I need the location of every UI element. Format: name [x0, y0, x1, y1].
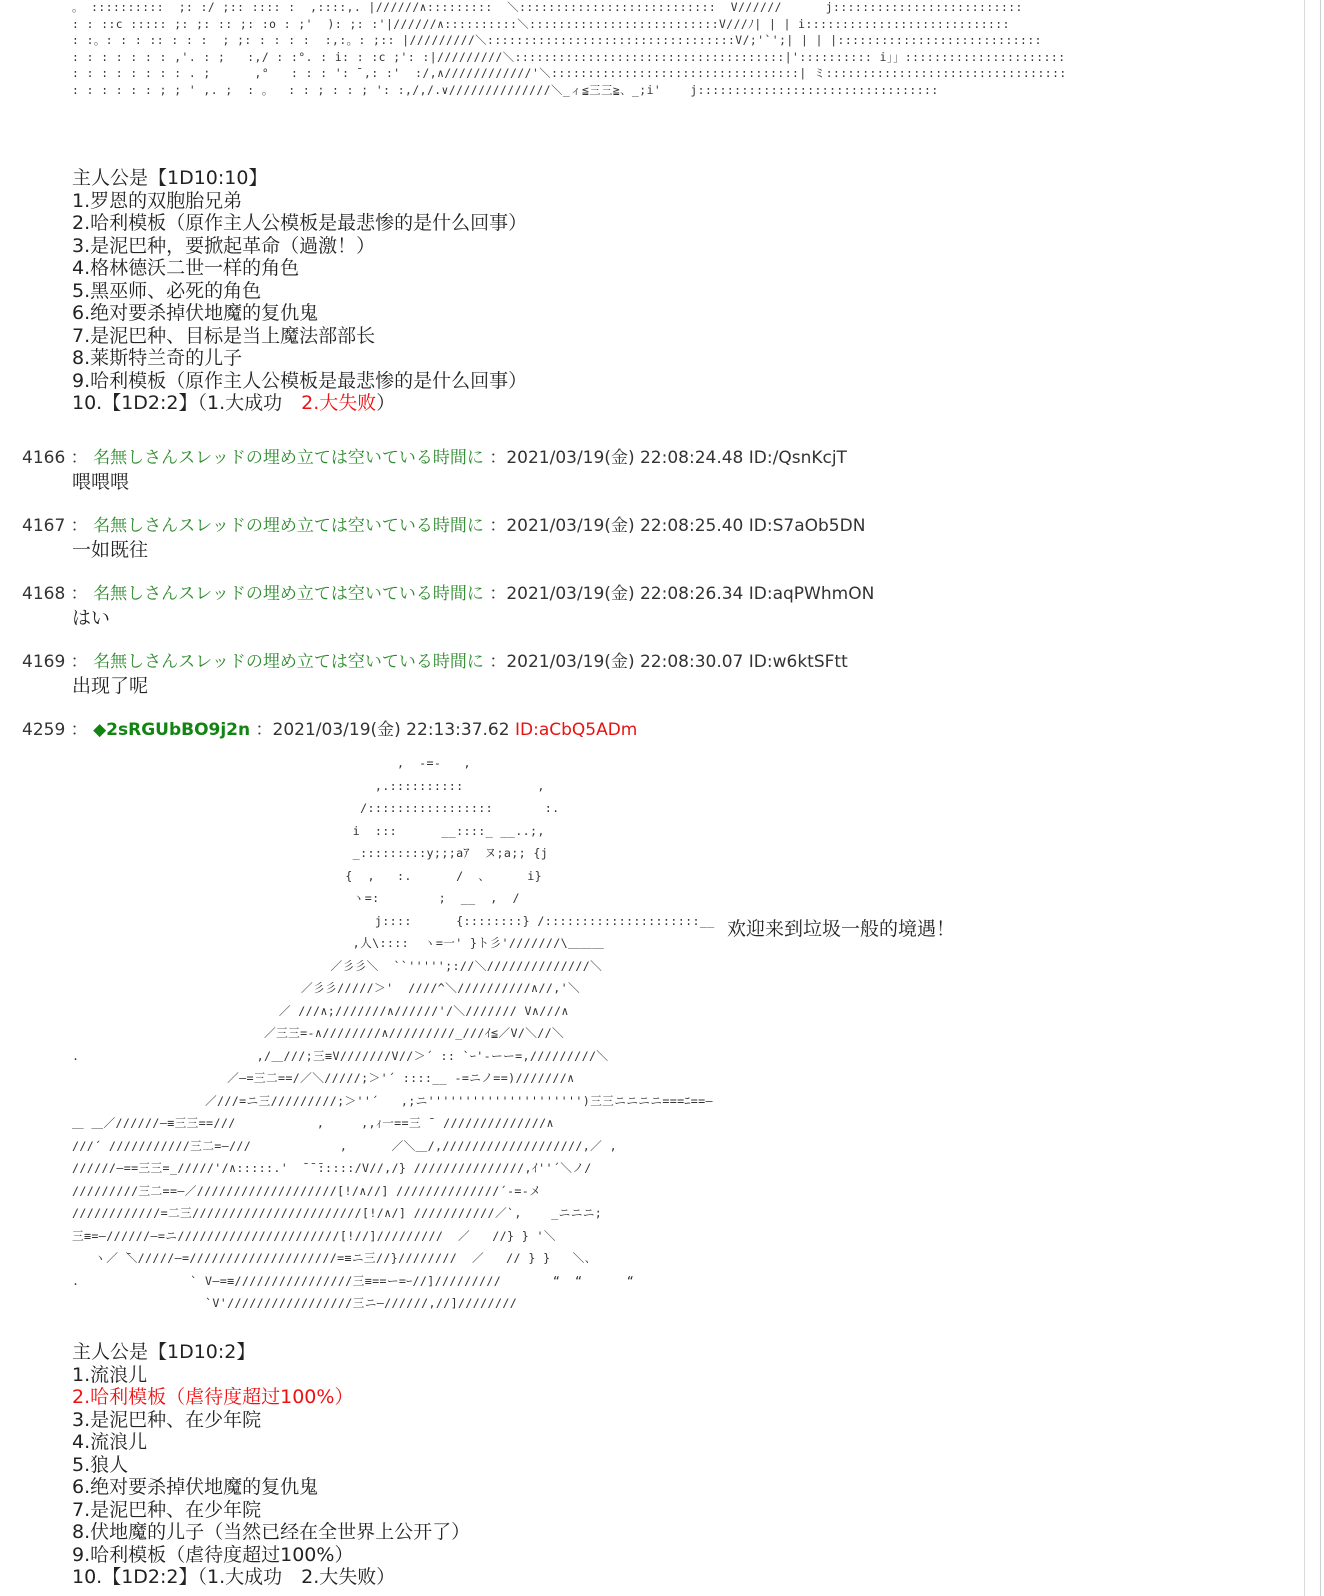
post-meta: ：2021/03/19(金) 22:08:25.40 ID:S7aOb5DN: [489, 516, 866, 536]
separator: ：: [70, 448, 88, 468]
list-item: 6.绝对要杀掉伏地魔的复仇鬼: [72, 302, 319, 324]
list-item: [72, 392, 527, 415]
post-meta: ：2021/03/19(金) 22:08:30.07 ID:w6ktSFtt: [489, 652, 848, 672]
post-number[interactable]: 4259: [22, 720, 66, 740]
list-item: 5.狼人: [72, 1453, 129, 1476]
post-meta: ：2021/03/19(金) 22:08:26.34 ID:aqPWhmON: [489, 584, 875, 604]
ascii-art-top: 。 :::::::::: ;: :/ ;:: :::: : ,::::,. |//////∧::::::::: ＼::::::::::::::::::::::::::: V////// j:::::::::::::::::::::::::: : : ::c ::::: ;: ;: :: ;: :o : ;' ): ;: :'|//////∧::::::::::＼::::::::::::::::::::::::::V///ﾉ| | | i:::::::::::::::::::::::::::: : :。: : : :: : : : ; ;: : : : : :,:。: ;:: |/////////＼::::::::::::::::::::::::::::::::::V/;'`';| | | |:::::::::::::::::::::::::::: : : : : : : : ,'. : ; :,/ : :°. : i: : :c ;': :|/////////＼:::::::::::::::::::::::::::::::::::::|':::::::::: i」」:::::::::::::::::::::: : : : : : : : : . ; ,° : : : ': ̄ ,: :' :/,∧////////////'＼::::::::::::::::::::::::::::::::::| ミ::::::::::::::::::::::::::::::::: : : : : : : ; ; ' ,. ; : 。 : : ; : : ; ': :,/,/.∨//////////////＼_ィ≦三三≧、_;i' j:::::::::::::::::::::::::::::::::: [72, 1, 1067, 97]
list-item: 1.流浪儿: [72, 1363, 148, 1386]
list-item: 7.是泥巴种、在少年院: [72, 1498, 262, 1521]
post-author-trip: ◆2sRGUbBO9j2n: [93, 720, 251, 740]
list-item-text: ）: [376, 392, 396, 414]
post-meta: ：2021/03/19(金) 22:13:37.62: [255, 720, 515, 740]
post-author-name: 名無しさんスレッドの埋め立ては空いている時間に: [93, 448, 484, 468]
separator: ：: [70, 516, 88, 536]
post-meta: ：2021/03/19(金) 22:08:24.48 ID:/QsnKcjT: [489, 448, 847, 468]
post-header-4259: [22, 719, 637, 741]
list-item: 4.格林德沃二世一样的角色: [72, 257, 300, 279]
list-item: 8.伏地魔的儿子（当然已经在全世界上公开了）: [72, 1521, 471, 1543]
post-author-name: 名無しさんスレッドの埋め立ては空いている時間に: [93, 652, 484, 672]
post-body-4166: 喂喂喂: [72, 471, 130, 493]
post-number[interactable]: 4166: [22, 448, 66, 468]
separator: ：: [70, 584, 88, 604]
result-highlight: 2.大失败: [301, 392, 377, 414]
list-item-text: 10.【1D2:2】（1.大成功: [72, 392, 302, 414]
list-item: 9.哈利模板（虐待度超过100%）: [72, 1543, 354, 1566]
post-body-4169: 出现了呢: [72, 675, 149, 697]
post-header-4168: [22, 583, 874, 605]
separator: ：: [70, 652, 88, 672]
list-item: 2.哈利模板（原作主人公模板是最悲惨的是什么回事）: [72, 212, 528, 234]
result-list-bottom: [72, 1341, 470, 1589]
list-item: 主人公是【1D10:2】: [72, 1341, 256, 1363]
post-author-name: 名無しさんスレッドの埋め立ては空いている時間に: [93, 584, 484, 604]
list-item: 3.是泥巴种，要掀起革命（過激！）: [72, 234, 376, 257]
list-item: 10.【1D2:2】（1.大成功 2.大失败）: [72, 1566, 396, 1588]
vertical-scrollbar[interactable]: [1304, 0, 1324, 1596]
separator: ：: [70, 720, 88, 740]
list-item-highlight: 2.哈利模板（虐待度超过100%）: [72, 1386, 354, 1408]
list-item: 9.哈利模板（原作主人公模板是最悲惨的是什么回事）: [72, 369, 528, 392]
post-number[interactable]: 4167: [22, 516, 66, 536]
scrollbar-track[interactable]: [1320, 0, 1321, 1596]
result-list-top: [72, 167, 527, 415]
list-item: 4.流浪儿: [72, 1431, 148, 1453]
list-item: 1.罗恩的双胞胎兄弟: [72, 189, 243, 212]
list-item: 6.绝对要杀掉伏地魔的复仇鬼: [72, 1476, 319, 1498]
post-number[interactable]: 4168: [22, 584, 66, 604]
list-item: 8.莱斯特兰奇的儿子: [72, 347, 243, 369]
speech-caption: 欢迎来到垃圾一般的境遇！: [727, 918, 956, 940]
post-id-highlight[interactable]: ID:aCbQ5ADm: [514, 720, 638, 740]
post-body-4167: 一如既往: [72, 539, 149, 561]
post-body-4168: はい: [72, 607, 111, 629]
list-item: 5.黑巫师、必死的角色: [72, 279, 262, 302]
post-number[interactable]: 4169: [22, 652, 66, 672]
list-item: 主人公是【1D10:10】: [72, 167, 268, 189]
list-item: 3.是泥巴种、在少年院: [72, 1408, 262, 1431]
post-header-4166: [22, 447, 847, 469]
ascii-art-figure: , -=- , ,.:::::::::: , /::::::::::::::::: :. i ::: __::::_ __..;, _:::::::::y;;;aｱ ヌ;a;; {j { , :. / 、 i} ヽ=: ; __ , / j:::: {::::::::} /:::::::::::::::::::::__ ,人\:::: ヽ=一' }ト彡'///////\＿＿＿ ／彡彡＼ ``''''';://＼//////////////＼ ／彡彡/////＞' ////^＼//////////∧//,'＼ ／ ///∧;///////∧//////'/＼/////// V∧///∧ ／三三=-∧////////∧/////////_///ｲ≦／V/＼//＼ . ,/＿///;三≡V///////V//＞´ :: `ｰ'-ーー=,/////////＼ ／―=三二==/／＼/////;＞'´ ::::__ -=ニノ==)///////∧ ／///=ニ三/////////;＞''´ ,;ニ''''''''''''''''''''')三三ニニニニ===ﾆ==— ＿ ＿／//////―≡三三==/// , ,,ｨ一==三 ¯ //////////////∧ ///´ ///////////三二=―/// , ／＼＿/,///////////////////,／ , //////―==三三=_/////'/∧:::::.' ̄ ̄ ̄:::::/V//,/} ///////////////,ｲ''´＼ノ/ /////////三二==―／///////////////////[!/∧//] //////////////´-=-メ ////////////=二三///////////////////////[!/∧/] ///////////／`, _ニニニ; 三≡=―//////―=ニ//////////////////////[!//]///////// ／ //} } '＼ ヽ／ ̄＼/////―=////////////////////=≡ニ三//}//////// ／ // } } ＼、 . ` V―=≡////////////////三≡==ー=ｰ//]///////// “ “ “ `V'/////////////////三ニ―//////,//]////////: [72, 756, 715, 1310]
post-author-name: 名無しさんスレッドの埋め立ては空いている時間に: [93, 516, 484, 536]
list-item: 7.是泥巴种、目标是当上魔法部部长: [72, 324, 376, 347]
post-header-4167: [22, 515, 865, 537]
post-header-4169: [22, 651, 848, 673]
